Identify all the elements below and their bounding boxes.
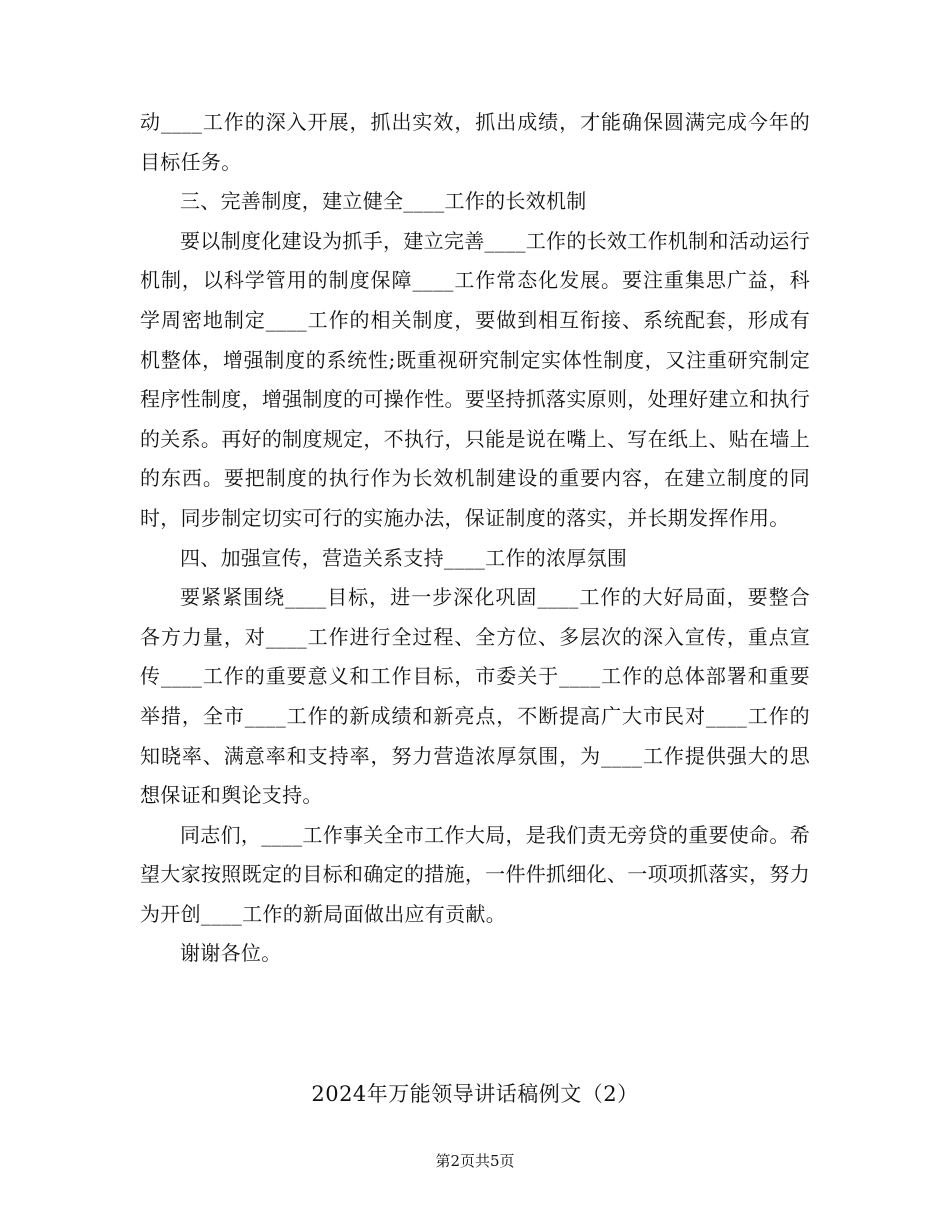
section-heading-4: 四、加强宣传，营造关系支持____工作的浓厚氛围	[180, 545, 628, 570]
paragraph-thanks: 谢谢各位。	[180, 941, 282, 966]
paragraph-institution: 要以制度化建设为抓手，建立完善____工作的长效工作机制和活动运行机制，以科学管用的制度保障____工作常态化发展。要注重集思广益，科学周密地制定____工作的相关制度，要做到相互衔接、系统配套，形成有机整体，增强制度的系统性;既重视研究制定实体性制度，又注重研究制定程序性制度，增强制度的可操作性。要坚持抓落实原则，处理好建立和执行的关系。再好的制度规定，不执行，只能是说在嘴上、写在纸上、贴在墙上的东西。要把制度的执行作为长效机制建设的重要内容，在建立制度的同时，同步制定切实可行的实施办法，保证制度的落实，并长期发挥作用。	[140, 228, 810, 530]
paragraph-closing: 同志们，____工作事关全市工作大局，是我们责无旁贷的重要使命。希望大家按照既定的目标和确定的措施，一件件抓细化、一项项抓落实，努力为开创____工作的新局面做出应有贡献。	[140, 822, 810, 926]
page-footer: 第2页共5页	[435, 1152, 515, 1170]
section-heading-3: 三、完善制度，建立健全____工作的长效机制	[180, 189, 587, 214]
paragraph-continuation: 动____工作的深入开展，抓出实效，抓出成绩，才能确保圆满完成今年的目标任务。	[140, 110, 810, 174]
body-text	[140, 103, 810, 974]
paragraph-publicity: 要紧紧围绕____目标，进一步深化巩固____工作的大好局面，要整合各方力量，对____工作进行全过程、全方位、多层次的深入宣传，重点宣传____工作的重要意义和工作目标，市委关于____工作的总体部署和重要举措，全市____工作的新成绩和新亮点，不断提高广大市民对____工作的知晓率、满意率和支持率，努力营造浓厚氛围，为____工作提供强大的思想保证和舆论支持。	[140, 585, 810, 808]
next-document-title: 2024年万能领导讲话稿例文（2）	[311, 1082, 639, 1106]
